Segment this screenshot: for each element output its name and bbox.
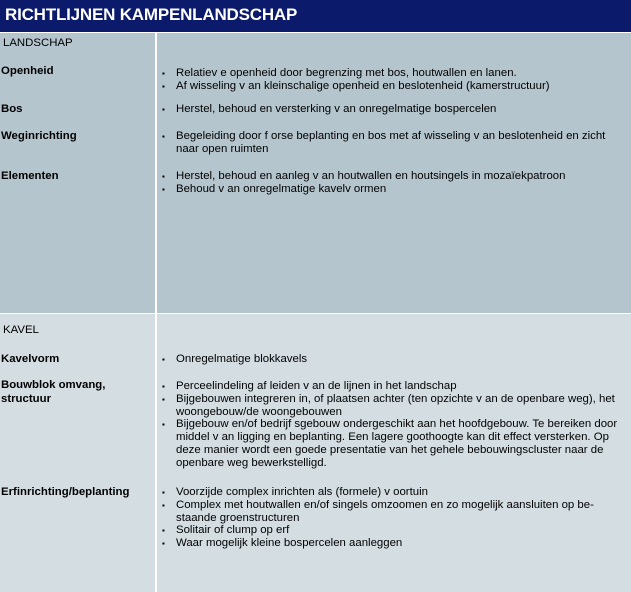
row-label-bos: Bos [1, 103, 23, 115]
row-label-openheid: Openheid [1, 65, 54, 77]
section-heading: LANDSCHAP [3, 37, 73, 49]
section-kavel [0, 314, 631, 592]
list-item: ▪ Af wisseling v an kleinschalige openheid en beslotenheid (kamerstructuur) [162, 80, 628, 93]
list-item: ▪ Perceelindeling af leiden v an de lijnen in het landschap [162, 380, 628, 393]
list-item: ▪ Herstel, behoud en aanleg v an houtwallen en houtsingels in mozaïekpatroon [162, 170, 628, 183]
list-item: ▪ Relatiev e openheid door begrenzing met bos, houtwallen en lanen. [162, 67, 628, 80]
list-item: ▪ Complex met houtwallen en/of singels omzoomen en zo mogelijk aansluiten op be-staande groenstructuren [162, 499, 628, 525]
list-item: ▪ Behoud v an onregelmatige kavelv ormen [162, 183, 628, 196]
list-item: ▪ Waar mogelijk kleine bospercelen aanleggen [162, 537, 628, 550]
row-items-erfinrichting [162, 486, 628, 550]
row-items-weginrichting [162, 130, 628, 156]
list-item: ▪ Solitair of clump op erf [162, 524, 628, 537]
list-item: ▪ Bijgebouwen integreren in, of plaatsen achter (ten opzichte v an de openbare weg), het woongebouw/de woongebouwen [162, 393, 628, 419]
row-items-elementen [162, 170, 628, 196]
row-items-openheid [162, 67, 628, 93]
row-label-bouwblok: Bouwblok omvang, structuur [1, 379, 106, 405]
row-items-bouwblok [162, 380, 628, 470]
list-item: ▪ Onregelmatige blokkavels [162, 353, 628, 366]
row-label-kavelvorm: Kavelvorm [1, 353, 60, 365]
section-heading: KAVEL [3, 324, 39, 336]
document-title: RICHTLIJNEN KAMPENLANDSCHAP [0, 0, 631, 32]
list-item: ▪ Bijgebouw en/of bedrijf sgebouw ondergeschikt aan het hoofdgebouw. Te bereiken door middel v an ligging en beplanting. Een lagere goothoogte kan dit effect versterken. Op deze manier wordt een goede presentatie van het gehele bebouwingscluster naar de openbare weg bewerkstelligd. [162, 418, 628, 469]
row-items-kavelvorm [162, 353, 628, 366]
row-label-elementen: Elementen [1, 170, 59, 182]
row-label-weginrichting: Weginrichting [1, 130, 77, 142]
row-items-bos [162, 103, 628, 116]
section-landschap [0, 33, 631, 313]
column-divider [155, 33, 157, 313]
list-item: ▪ Begeleiding door f orse beplanting en bos met af wisseling v an beslotenheid en zicht naar open ruimten [162, 130, 628, 156]
list-item: ▪ Voorzijde complex inrichten als (formele) v oortuin [162, 486, 628, 499]
column-divider [155, 314, 157, 592]
list-item: ▪ Herstel, behoud en versterking v an onregelmatige bospercelen [162, 103, 628, 116]
row-label-erfinrichting: Erfinrichting/beplanting [1, 486, 130, 498]
